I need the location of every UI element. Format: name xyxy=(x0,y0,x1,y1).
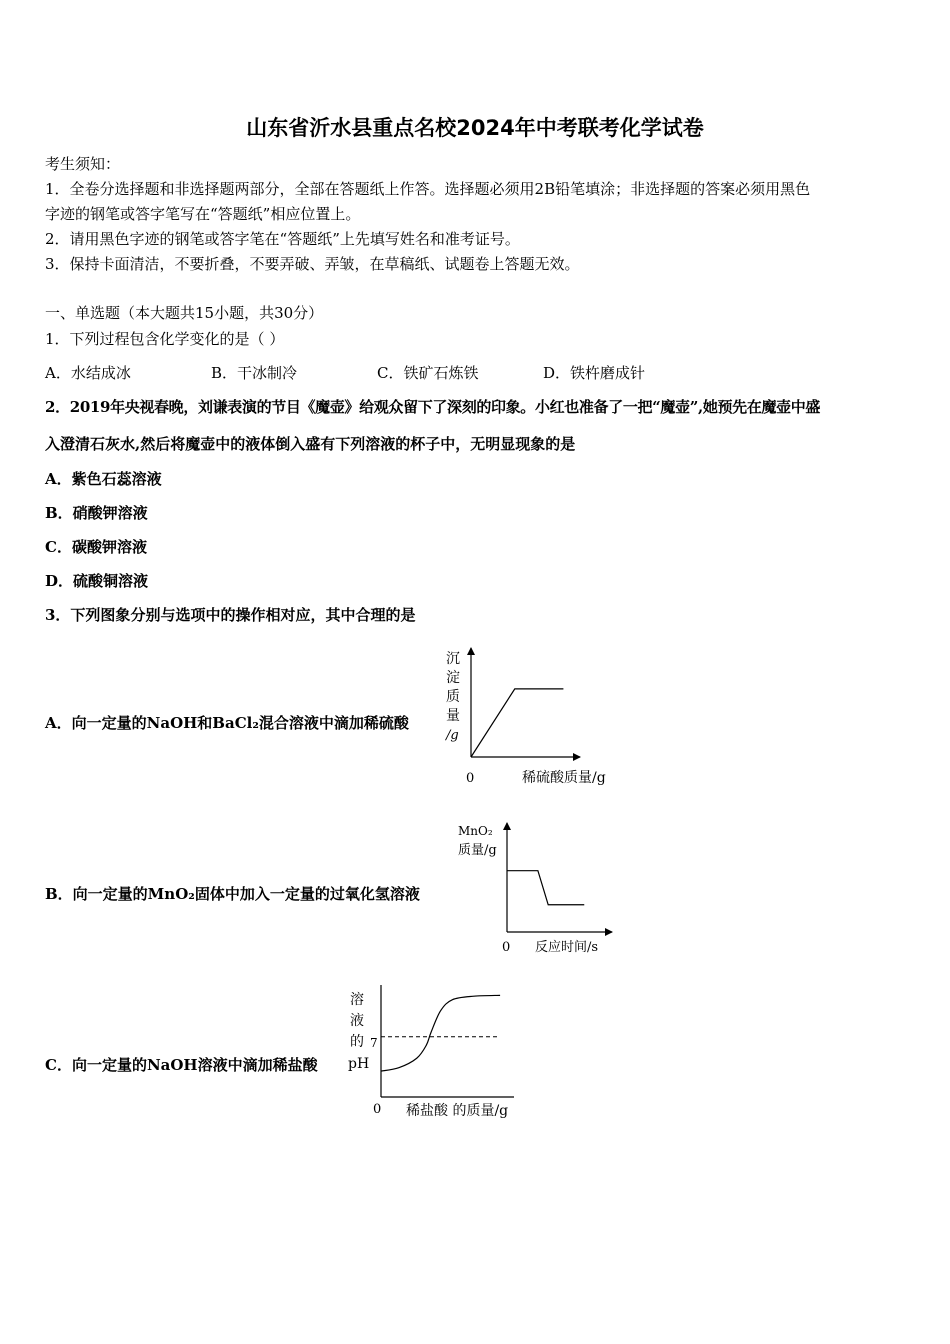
question-1-option-c: C．铁矿石炼铁 xyxy=(377,364,479,382)
question-1-stem: 1．下列过程包含化学变化的是（ ） xyxy=(45,330,285,348)
question-1-option-d: D．铁杵磨成针 xyxy=(543,364,646,382)
question-3-option-b: B．向一定量的MnO₂固体中加入一定量的过氧化氢溶液 xyxy=(45,885,420,903)
chart-a-origin: 0 xyxy=(466,771,475,786)
chart-c-xlabel: 稀盐酸 的质量/g xyxy=(406,1103,509,1119)
question-2-option-d: D．硫酸铜溶液 xyxy=(45,572,149,590)
chart-a-curve xyxy=(471,689,563,757)
question-3-stem: 3．下列图象分别与选项中的操作相对应，其中合理的是 xyxy=(45,606,416,624)
chart-c-origin: 0 xyxy=(373,1102,382,1117)
notice-item-2: 2．请用黑色字迹的钢笔或答字笔在“答题纸”上先填写姓名和准考证号。 xyxy=(45,230,520,248)
question-2-option-c: C．碳酸钾溶液 xyxy=(45,538,147,556)
question-2-stem-line-1: 2．2019年央视春晚，刘谦表演的节目《魔壶》给观众留下了深刻的印象。小红也准备了一把“魔壶”,她预先在魔壶中盛 xyxy=(45,398,821,416)
question-2-option-a: A．紫色石蕊溶液 xyxy=(45,470,162,488)
notice-item-1-line-1: 1．全卷分选择题和非选择题两部分，全部在答题纸上作答。选择题必须用2B铅笔填涂；非选择题的答案必须用黑色 xyxy=(45,180,811,198)
chart-a-xlabel: 稀硫酸质量/g xyxy=(522,770,606,786)
chart-c-ref-label: 7 xyxy=(370,1036,378,1050)
chart-b-origin: 0 xyxy=(502,940,511,955)
chart-b-ylabel-1: MnO₂ xyxy=(458,824,493,838)
chart-a-ylabel-5: /g xyxy=(446,728,459,743)
question-3-option-a: A．向一定量的NaOH和BaCl₂混合溶液中滴加稀硫酸 xyxy=(45,714,409,732)
chart-a-ylabel-4: 量 xyxy=(446,708,460,724)
chart-a-ylabel-3: 质 xyxy=(446,689,460,705)
chart-c-ylabel-1: 溶 xyxy=(350,992,364,1008)
chart-b-xlabel: 反应时间/s xyxy=(535,940,599,955)
section-heading: 一、单选题（本大题共15小题，共30分） xyxy=(45,304,324,322)
chart-c-curve xyxy=(381,995,500,1071)
question-2-stem-line-2: 入澄清石灰水,然后将魔壶中的液体倒入盛有下列溶液的杯子中，无明显现象的是 xyxy=(45,435,576,453)
question-3-option-c: C．向一定量的NaOH溶液中滴加稀盐酸 xyxy=(45,1056,318,1074)
chart-c-ylabel-3: 的 xyxy=(350,1034,364,1050)
chart-a-ylabel-1: 沉 xyxy=(446,651,460,667)
chart-c-ylabel-2: 液 xyxy=(350,1013,364,1029)
notice-item-1-line-2: 字迹的钢笔或答字笔写在“答题纸”相应位置上。 xyxy=(45,205,361,223)
question-2-option-b: B．硝酸钾溶液 xyxy=(45,504,148,522)
chart-b-mno2-mass xyxy=(452,815,632,960)
chart-a-precipitate-mass xyxy=(440,640,640,790)
chart-a-ylabel-2: 淀 xyxy=(446,670,460,686)
question-1-option-a: A．水结成冰 xyxy=(45,364,131,382)
notice-item-3: 3．保持卡面清洁，不要折叠，不要弄破、弄皱，在草稿纸、试题卷上答题无效。 xyxy=(45,255,580,273)
notice-heading: 考生须知： xyxy=(45,155,121,173)
chart-c-ylabel-4: pH xyxy=(348,1056,370,1072)
chart-b-curve xyxy=(507,871,584,905)
page-title: 山东省沂水县重点名校2024年中考联考化学试卷 xyxy=(246,116,704,140)
chart-c-solution-ph xyxy=(344,982,544,1122)
chart-b-ylabel-2: 质量/g xyxy=(458,843,497,858)
question-1-option-b: B．干冰制冷 xyxy=(211,364,298,382)
